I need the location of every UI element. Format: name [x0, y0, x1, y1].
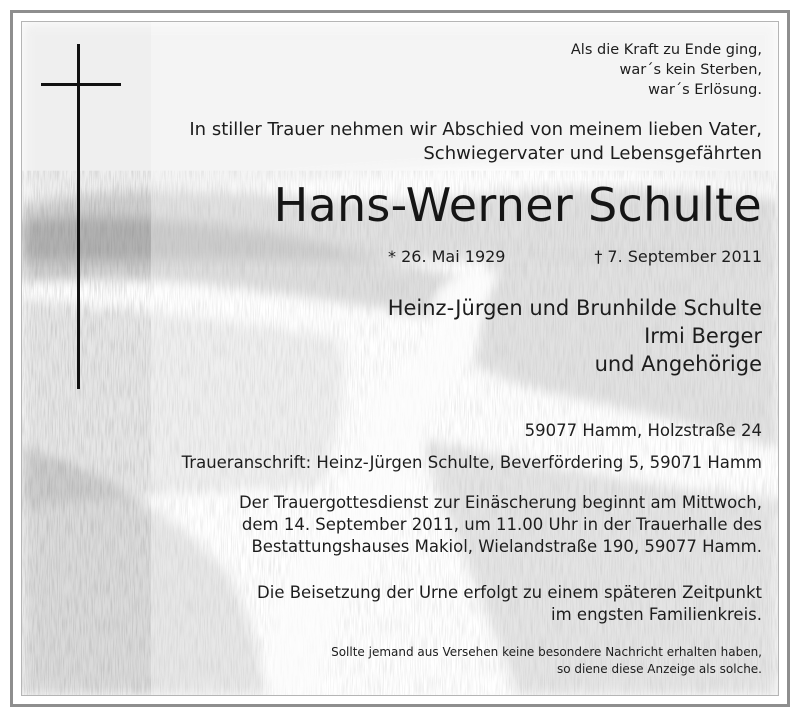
- deceased-name: Hans-Werner Schulte: [273, 178, 762, 232]
- service-line: dem 14. September 2011, um 11.00 Uhr in der Trauerhalle des: [241, 515, 762, 534]
- poem: [571, 40, 762, 100]
- home-address: 59077 Hamm, Holzstraße 24: [524, 421, 762, 440]
- poem-line: Als die Kraft zu Ende ging,: [570, 42, 762, 58]
- burial-text: [257, 582, 762, 626]
- obituary-frame: [10, 10, 790, 707]
- mourners: [388, 294, 762, 378]
- burial-line: im engsten Familienkreis.: [551, 605, 762, 624]
- poem-line: war´s kein Sterben,: [619, 62, 762, 78]
- cross-icon: [77, 44, 80, 389]
- mourner-line: Irmi Berger: [644, 324, 762, 348]
- mourner-line: und Angehörige: [594, 352, 762, 376]
- mourner-line: Heinz-Jürgen und Brunhilde Schulte: [387, 296, 762, 320]
- burial-line: Die Beisetzung der Urne erfolgt zu einem späteren Zeitpunkt: [257, 583, 762, 602]
- cross-icon-bar: [41, 83, 121, 86]
- note-line: so diene diese Anzeige als solche.: [556, 662, 762, 676]
- funeral-service-text: [239, 492, 762, 558]
- birth-date: * 26. Mai 1929: [388, 247, 506, 266]
- intro-line: Schwiegervater und Lebensgefährten: [423, 143, 762, 164]
- obituary-notice: [21, 21, 779, 696]
- intro-line: In stiller Trauer nehmen wir Abschied von meinem lieben Vater,: [189, 119, 762, 140]
- service-line: Bestattungshauses Makiol, Wielandstraße 190, 59077 Hamm.: [251, 537, 762, 556]
- intro-text: [189, 118, 762, 166]
- death-date: † 7. September 2011: [594, 247, 762, 266]
- service-line: Der Trauergottesdienst zur Einäscherung beginnt am Mittwoch,: [238, 493, 762, 512]
- mailing-address: Traueranschrift: Heinz-Jürgen Schulte, Beverfördering 5, 59071 Hamm: [181, 453, 762, 472]
- note-line: Sollte jemand aus Versehen keine besondere Nachricht erhalten haben,: [331, 645, 762, 659]
- closing-note: [331, 644, 762, 678]
- poem-line: war´s Erlösung.: [648, 82, 762, 98]
